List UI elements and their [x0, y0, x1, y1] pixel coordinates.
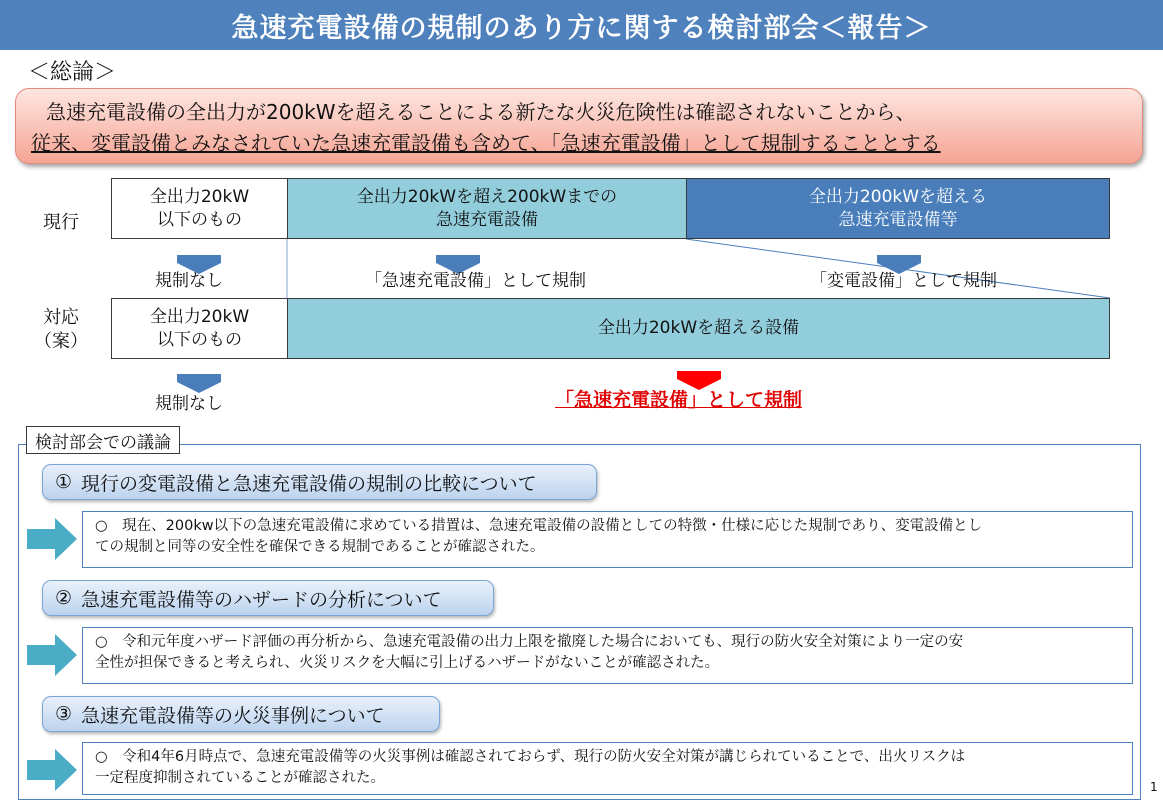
proposed-cell-under-20kw — [111, 298, 288, 359]
result-line: ○ 令和4年6月時点で、急速充電設備等の火災事例は確認されておらず、現行の防火安全対策が講じられていることで、出火リスクは — [95, 749, 966, 765]
current-outcome-substation: 「変電設備」として規制 — [810, 271, 997, 291]
current-cell-over-200kw — [686, 178, 1110, 239]
topic-number: ② — [55, 587, 73, 609]
topic-title: 急速充電設備等のハザードの分析について — [81, 588, 442, 611]
cell-line: 以下のもの — [157, 329, 242, 350]
cell-line: 全出力20kWを超える設備 — [597, 318, 800, 339]
current-outcome-none: 規制なし — [155, 271, 223, 291]
result-line: ての規制と同等の安全性を確保できる規制であることが確認された。 — [95, 539, 545, 556]
topic-result-3 — [82, 742, 1133, 795]
section-label: ＜総論＞ — [28, 60, 117, 85]
topic-title: 現行の変電設備と急速充電設備の規制の比較について — [81, 472, 537, 495]
result-line: 全性が担保できると考えられ、火災リスクを大幅に引上げるハザードがないことが確認された。 — [95, 655, 720, 672]
proposed-outcome-quick-charger: 「急速充電設備」として規制 — [555, 389, 803, 411]
topic-pill-3 — [42, 696, 440, 732]
cell-line: 全出力20kW — [149, 187, 250, 208]
topic-result-2 — [82, 627, 1133, 684]
cell-line: 全出力20kW — [149, 307, 250, 328]
row-label-current: 現行 — [43, 212, 79, 233]
cell-line: 急速充電設備 — [436, 209, 538, 230]
discussion-label: 検討部会での議論 — [26, 426, 180, 454]
page-number: 1 — [1150, 780, 1158, 794]
current-cell-under-20kw — [111, 178, 288, 239]
topic-pill-2 — [42, 580, 494, 616]
topic-pill-1 — [42, 464, 597, 500]
summary-line-1: 急速充電設備の全出力が200kWを超えることによる新たな火災危険性は確認されないことから、 — [46, 100, 916, 124]
summary-line-2: 従来、変電設備とみなされていた急速充電設備も含めて、「急速充電設備」として規制することとする — [31, 131, 941, 155]
topic-title: 急速充電設備等の火災事例について — [81, 704, 385, 727]
cell-line: 以下のもの — [157, 209, 242, 230]
cell-line: 全出力200kWを超える — [808, 187, 988, 208]
result-line: 一定程度抑制されていることが確認された。 — [95, 770, 385, 787]
proposed-outcome-none: 規制なし — [155, 394, 223, 414]
cell-line: 全出力20kWを超え200kWまでの — [356, 187, 618, 208]
topic-number: ① — [55, 471, 73, 493]
topic-result-1 — [82, 511, 1133, 568]
topic-number: ③ — [55, 703, 73, 725]
proposed-cell-over-20kw — [287, 298, 1110, 359]
row-label-proposed-2: （案） — [34, 331, 88, 352]
row-label-proposed-1: 対応 — [43, 307, 79, 328]
result-line: ○ 現在、200kw以下の急速充電設備に求めている措置は、急速充電設備の設備としての特徴・仕様に応じた規制であり、変電設備とし — [95, 518, 983, 534]
current-cell-20-200kw — [287, 178, 687, 239]
current-outcome-quick-charger: 「急速充電設備」として規制 — [365, 271, 586, 291]
cell-line: 急速充電設備等 — [838, 209, 958, 230]
result-line: ○ 令和元年度ハザード評価の再分析から、急速充電設備の出力上限を撤廃した場合においても、現行の防火安全対策により一定の安 — [95, 634, 964, 650]
page-title: 急速充電設備の規制のあり方に関する検討部会＜報告＞ — [231, 12, 932, 44]
